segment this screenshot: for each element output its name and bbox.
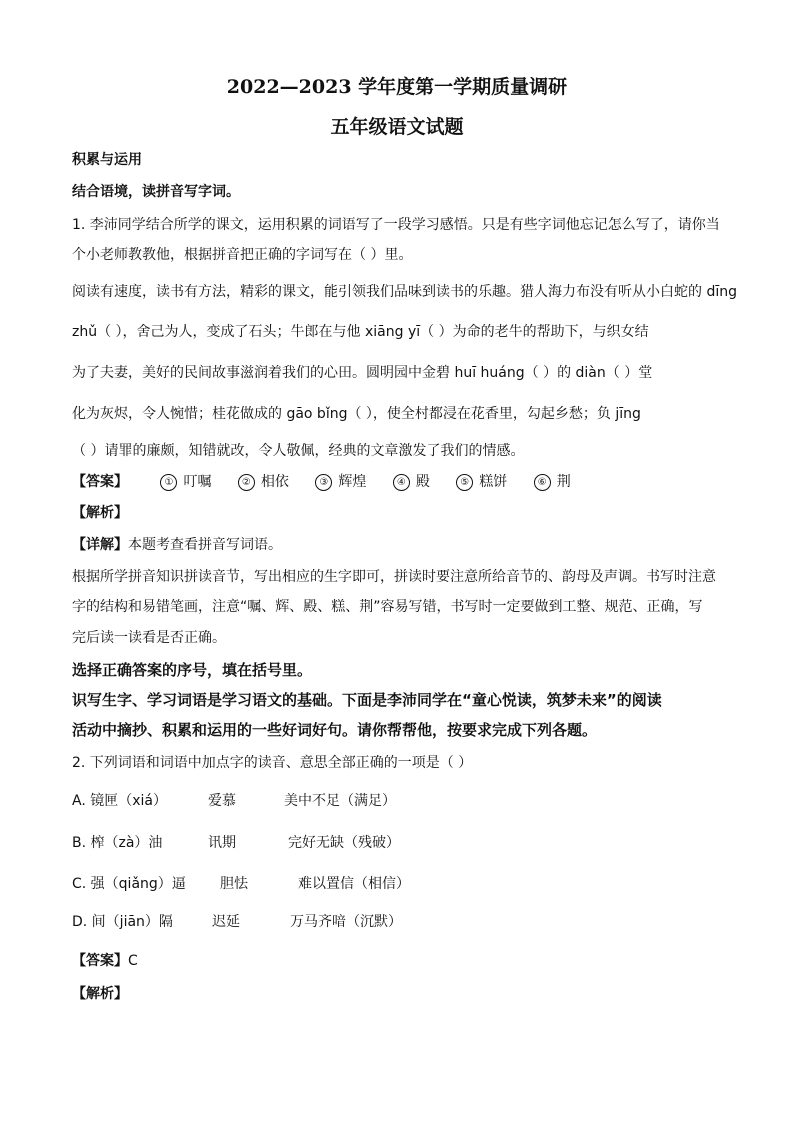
answer-text: 相依: [260, 474, 289, 490]
answer-tag: 【答案】: [72, 474, 128, 490]
answer-tag: 【答案】: [72, 953, 128, 969]
answer-number: ②: [238, 474, 255, 491]
option-word: 爱慕: [208, 793, 236, 809]
exam-subtitle: 五年级语文试题: [330, 116, 464, 138]
option-word: 美中不足（满足）: [284, 793, 396, 809]
answer-item: [160, 471, 211, 491]
q1-passage-line: 化为灰烬，令人惋惜；桂花做成的 gāo bǐng（ ），使全村都浸在花香里，勾起乡愁；负 jīng: [72, 406, 641, 422]
section2-instruction: 选择正确答案的序号，填在括号里。: [72, 661, 313, 679]
option-word: 迟延: [212, 914, 240, 930]
q1-passage-line: 阅读有速度，读书有方法，精彩的课文，能引领我们品味到读书的乐趣。猎人海力布没有听从小白蛇的 dīng: [72, 284, 737, 300]
detail-paragraph-line: 完后读一读看是否正确。: [72, 630, 226, 646]
section2-intro-line: 识写生字、学习词语是学习语文的基础。下面是李沛同学在“童心悦读，筑梦未来”的阅读: [72, 691, 662, 709]
q2-answer: C: [128, 953, 138, 969]
answer-number: ①: [160, 474, 177, 491]
q2-stem: 2. 下列词语和词语中加点字的读音、意思全部正确的一项是（ ）: [72, 755, 473, 771]
analysis-tag: 【解析】: [72, 505, 128, 521]
answer-number: ④: [393, 474, 410, 491]
detail-paragraph-line: 根据所学拼音知识拼读音节，写出相应的生字即可，拼读时要注意所给音节的、韵母及声调。书写时注意: [72, 569, 716, 585]
answer-number: ⑤: [456, 474, 473, 491]
option-word: B. 榨（zà）油: [72, 835, 163, 851]
detail-text: 本题考查看拼音写词语。: [128, 537, 282, 553]
answer-item: [456, 471, 507, 491]
option-word: 万马齐喑（沉默）: [290, 914, 402, 930]
answer-item: [238, 471, 289, 491]
detail-tag: 【详解】: [72, 537, 128, 553]
q2-option-c: [72, 873, 410, 893]
exam-title: 2022—2023 学年度第一学期质量调研: [226, 76, 568, 98]
answer-item: [534, 471, 571, 491]
option-word: A. 镜匣（xiá）: [72, 793, 167, 809]
option-word: 完好无缺（残破）: [288, 835, 400, 851]
answer-text: 荆: [556, 474, 571, 490]
q2-option-b: [72, 832, 400, 852]
answer-text: 叮嘱: [183, 474, 212, 490]
option-word: D. 间（jiān）隔: [72, 914, 173, 930]
q1-passage-line: 为了夫妻，美好的民间故事滋润着我们的心田。圆明园中金碧 huī huáng（ ）的 diàn（ ）堂: [72, 365, 653, 381]
section-heading: 积累与运用: [72, 152, 142, 168]
answer-item: [393, 471, 430, 491]
section-instruction: 结合语境，读拼音写字词。: [72, 184, 240, 200]
answer-text: 糕饼: [479, 474, 508, 490]
q2-answer-line: [72, 951, 138, 971]
detail-paragraph-line: 字的结构和易错笔画，注意“嘱、辉、殿、糕、荆”容易写错，书写时一定要做到工整、规范、正确，写: [72, 599, 703, 615]
q1-stem-line2: 个小老师教教他，根据拼音把正确的字词写在（ ）里。: [72, 247, 413, 263]
detail-line: [72, 535, 282, 555]
q2-option-a: [72, 790, 396, 810]
section2-intro-line: 活动中摘抄、积累和运用的一些好词好句。请你帮帮他，按要求完成下列各题。: [72, 721, 598, 739]
q2-option-d: [72, 911, 402, 931]
q1-passage-line: （ ）请罪的廉颇，知错就改，令人敬佩，经典的文章激发了我们的情感。: [72, 443, 525, 459]
option-word: 胆怯: [220, 876, 248, 892]
q1-passage-line: zhǔ（ ），舍己为人，变成了石头；牛郎在与他 xiāng yī（ ）为命的老牛的帮助下，与织女结: [72, 324, 649, 340]
option-word: C. 强（qiǎng）逼: [72, 876, 186, 892]
answer-number: ③: [315, 474, 332, 491]
q1-answers: [72, 471, 593, 491]
analysis-tag: 【解析】: [72, 986, 128, 1002]
answer-number: ⑥: [534, 474, 551, 491]
option-word: 讯期: [208, 835, 236, 851]
answer-text: 辉煌: [338, 474, 367, 490]
answer-text: 殿: [415, 474, 430, 490]
q1-stem-line1: 1. 李沛同学结合所学的课文，运用积累的词语写了一段学习感悟。只是有些字词他忘记怎么写了，请你当: [72, 217, 720, 233]
option-word: 难以置信（相信）: [298, 876, 410, 892]
answer-item: [315, 471, 366, 491]
